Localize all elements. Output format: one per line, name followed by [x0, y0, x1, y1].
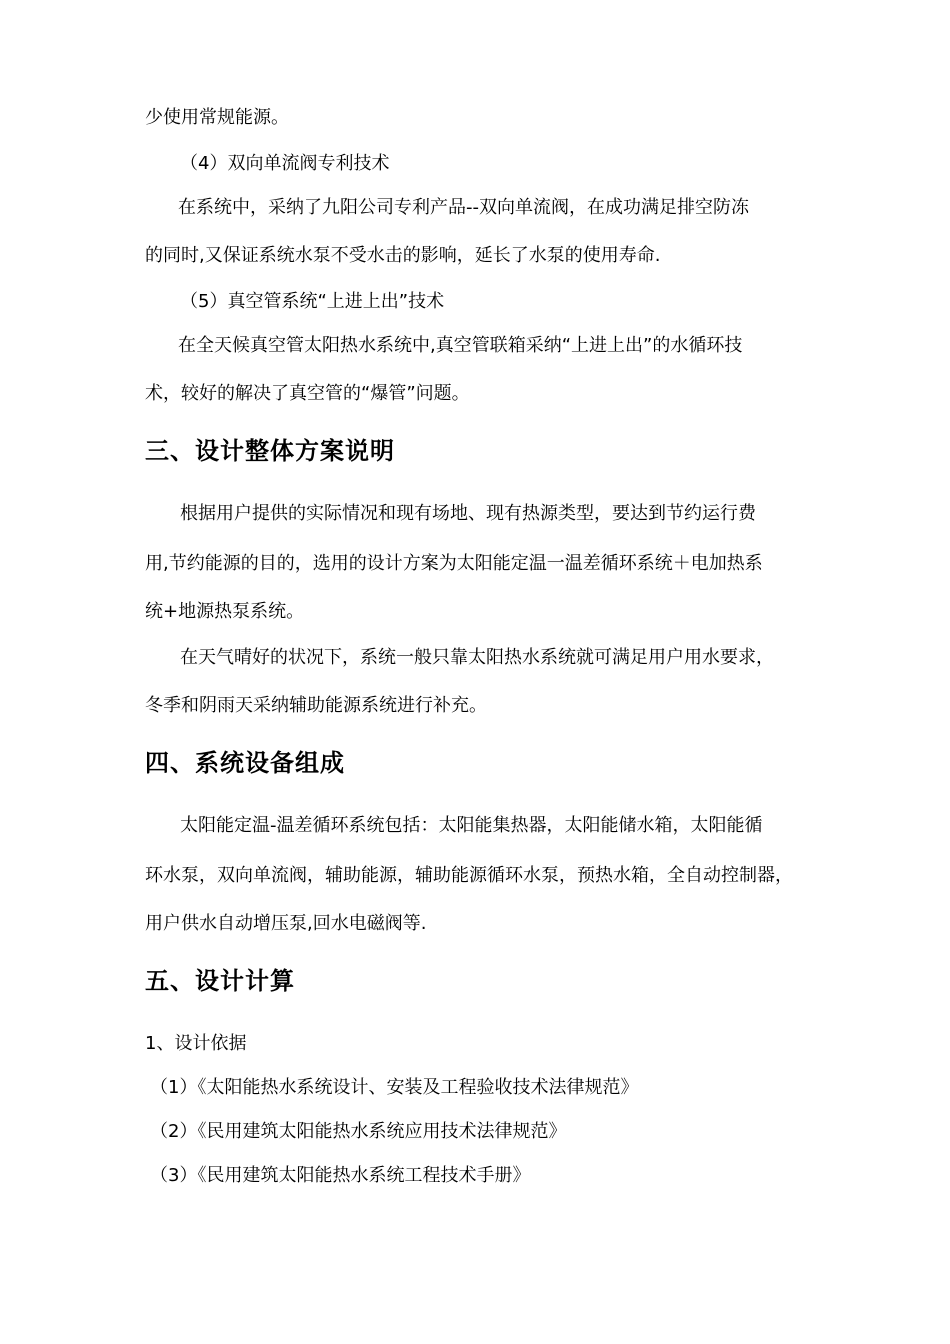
reference-item: （2）《民用建筑太阳能热水系统应用技术法律规范》: [150, 1121, 567, 1142]
paragraph-line: 的同时,又保证系统水泵不受水击的影响，延长了水泵的使用寿命.: [145, 245, 661, 266]
paragraph-line: 用,节约能源的目的，选用的设计方案为太阳能定温一温差循环系统＋电加热系: [145, 553, 763, 574]
paragraph-line: 少使用常规能源。: [145, 107, 289, 128]
paragraph-line: 在系统中，采纳了九阳公司专利产品--双向单流阀，在成功满足排空防冻: [178, 197, 749, 218]
paragraph-line: 在全天候真空管太阳热水系统中,真空管联箱采纳“上进上出”的水循环技: [178, 335, 743, 356]
paragraph-line: 用户供水自动增压泵,回水电磁阀等.: [145, 913, 427, 934]
paragraph-line: 术，较好的解决了真空管的“爆管”问题。: [145, 383, 470, 404]
subsection-title: 1、设计依据: [145, 1033, 247, 1054]
section-heading: 四、系统设备组成: [145, 749, 345, 777]
reference-item: （1）《太阳能热水系统设计、安装及工程验收技术法律规范》: [150, 1077, 639, 1098]
item-title: （5）真空管系统“上进上出”技术: [180, 291, 445, 312]
paragraph-line: 冬季和阴雨天采纳辅助能源系统进行补充。: [145, 695, 487, 716]
paragraph-line: 在天气晴好的状况下，系统一般只靠太阳热水系统就可满足用户用水要求，: [180, 647, 774, 668]
section-heading: 五、设计计算: [145, 967, 295, 995]
reference-item: （3）《民用建筑太阳能热水系统工程技术手册》: [150, 1165, 531, 1186]
paragraph-line: 统+地源热泵系统。: [145, 601, 305, 622]
paragraph-line: 根据用户提供的实际情况和现有场地、现有热源类型，要达到节约运行费: [180, 503, 756, 524]
paragraph-line: 环水泵，双向单流阀，辅助能源，辅助能源循环水泵，预热水箱，全自动控制器，: [145, 865, 793, 886]
item-title: （4）双向单流阀专利技术: [180, 153, 390, 174]
paragraph-line: 太阳能定温-温差循环系统包括：太阳能集热器，太阳能储水箱，太阳能循: [180, 815, 763, 836]
section-heading: 三、设计整体方案说明: [145, 437, 395, 465]
